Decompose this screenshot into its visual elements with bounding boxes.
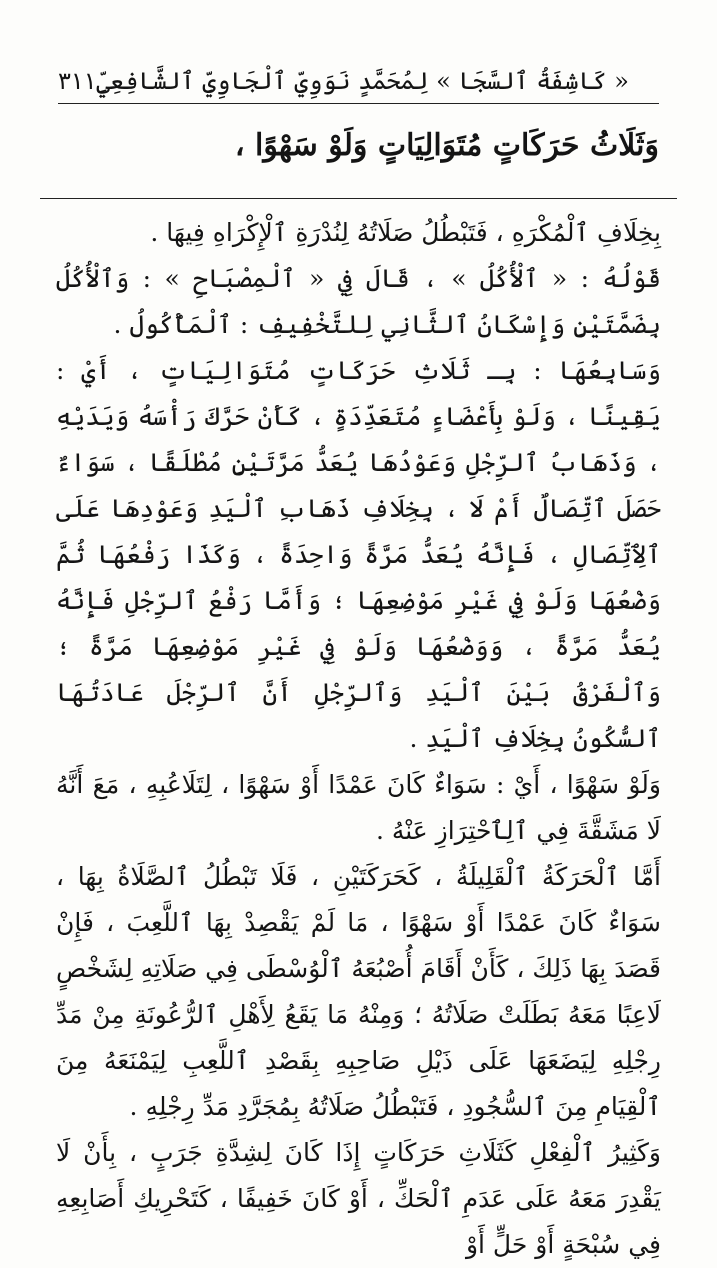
header-rule xyxy=(58,103,659,104)
paragraph-2: قَوْلُهُ : « ٱلْأُكُلُ » ، قَالَ فِي « ٱلْمِصْبَاحِ » : وَٱلْأُكُلُ بِضَمَّتَيْنِ وَإِسْكَانُ ٱلثَّانِي لِلتَّخْفِيفِ : ٱلْمَأْكُولُ . xyxy=(56,264,661,339)
commentary-body xyxy=(56,210,661,1268)
running-title: « كَاشِفَةُ ٱلسَّجَا » لِمُحَمَّدٍ نَوَوِيِّ ٱلْجَاوِيِّ ٱلشَّافِعِيِّ xyxy=(96,67,629,95)
matn-text: وَثَلَاثُ حَرَكَاتٍ مُتَوَالِيَاتٍ وَلَوْ سَهْوًا ، xyxy=(234,128,659,163)
paragraph-3: وَسَابِعُهَا : بِـ ثَلَاثِ حَرَكَاتٍ مُتَوَالِيَاتٍ ، أَيْ : يَقِينًا ، وَلَوْ بِأَعْضَاءٍ مُتَعَدِّدَةٍ ، كَأَنْ حَرَّكَ رَأْسَهُ وَيَدَيْهِ ، وَذَهَابُ ٱلرِّجْلِ وَعَوْدُهَا يُعَدُّ مَرَّتَيْنِ مُطْلَقًا ، سَوَاءٌ حَصَلَ ٱتِّصَالٌ أَمْ لَا ، بِخِلَافِ ذَهَابِ ٱلْيَدِ وَعَوْدِهَا عَلَى ٱلِٱتِّصَالِ ، فَإِنَّهُ يُعَدُّ مَرَّةً وَاحِدَةً ، وَكَذَا رَفْعُهَا ثُمَّ وَضْعُهَا وَلَوْ فِي غَيْرِ مَوْضِعِهَا ؛ وَأَمَّا رَفْعُ ٱلرِّجْلِ فَإِنَّهُ يُعَدُّ مَرَّةً ، وَوَضْعُهَا وَلَوْ فِي غَيْرِ مَوْضِعِهَا مَرَّةً ؛ وَٱلْفَرْقُ بَيْنَ ٱلْيَدِ وَٱلرِّجْلِ أَنَّ ٱلرِّجْلَ عَادَتُهَا ٱلسُّكُونُ بِخِلَافِ ٱلْيَدِ . xyxy=(56,356,661,753)
paragraph-6: وَكَثِيرُ ٱلْفِعْلِ كَثَلَاثِ حَرَكَاتٍ إِذَا كَانَ لِشِدَّةِ جَرَبٍ ، بِأَنْ لَا يَقْدِرَ مَعَهُ عَلَى عَدَمِ ٱلْحَكِّ ، أَوْ كَانَ خَفِيفًا ، كَتَحْرِيكِ أَصَابِعِهِ فِي سُبْحَةٍ أَوْ حَلٍّ أَوْ xyxy=(56,1138,661,1259)
paragraph-5: أَمَّا ٱلْحَرَكَةُ ٱلْقَلِيلَةُ ، كَحَرَكَتَيْنِ ، فَلَا تَبْطُلُ ٱلصَّلَاةُ بِهَا ، سَوَاءٌ كَانَ عَمْدًا أَوْ سَهْوًا ، مَا لَمْ يَقْصِدْ بِهَا ٱللَّعِبَ ، فَإِنْ قَصَدَ بِهَا ذَلِكَ ، كَأَنْ أَقَامَ أُصْبُعَهُ ٱلْوُسْطَى فِي صَلَاتِهِ لِشَخْصٍ لَاعِبًا مَعَهُ بَطَلَتْ صَلَاتُهُ ؛ وَمِنْهُ مَا يَقَعُ لِأَهْلِ ٱلرُّعُونَةِ مِنْ مَدِّ رِجْلِهِ لِيَضَعَهَا عَلَى ذَيْلِ صَاحِبِهِ بِقَصْدِ ٱللَّعِبِ لِيَمْنَعَهُ مِنَ ٱلْقِيَامِ مِنَ ٱلسُّجُودِ ، فَتَبْطُلُ صَلَاتُهُ بِمُجَرَّدِ مَدِّ رِجْلِهِ . xyxy=(56,862,661,1121)
matn-separator-rule xyxy=(40,198,677,199)
running-header xyxy=(58,58,659,102)
paragraph-4: وَلَوْ سَهْوًا ، أَيْ : سَوَاءٌ كَانَ عَمْدًا أَوْ سَهْوًا ، لِتَلَاعُبِهِ ، مَعَ أَنَّهُ لَا مَشَقَّةَ فِي ٱلِٱحْتِرَازِ عَنْهُ . xyxy=(56,770,661,845)
paragraph-1: بِخِلَافِ ٱلْمُكْرَهِ ، فَتَبْطُلُ صَلَاتُهُ لِنُدْرَةِ ٱلْإِكْرَاهِ فِيهَا . xyxy=(150,218,661,247)
page-number: ٣١١ xyxy=(58,67,97,95)
